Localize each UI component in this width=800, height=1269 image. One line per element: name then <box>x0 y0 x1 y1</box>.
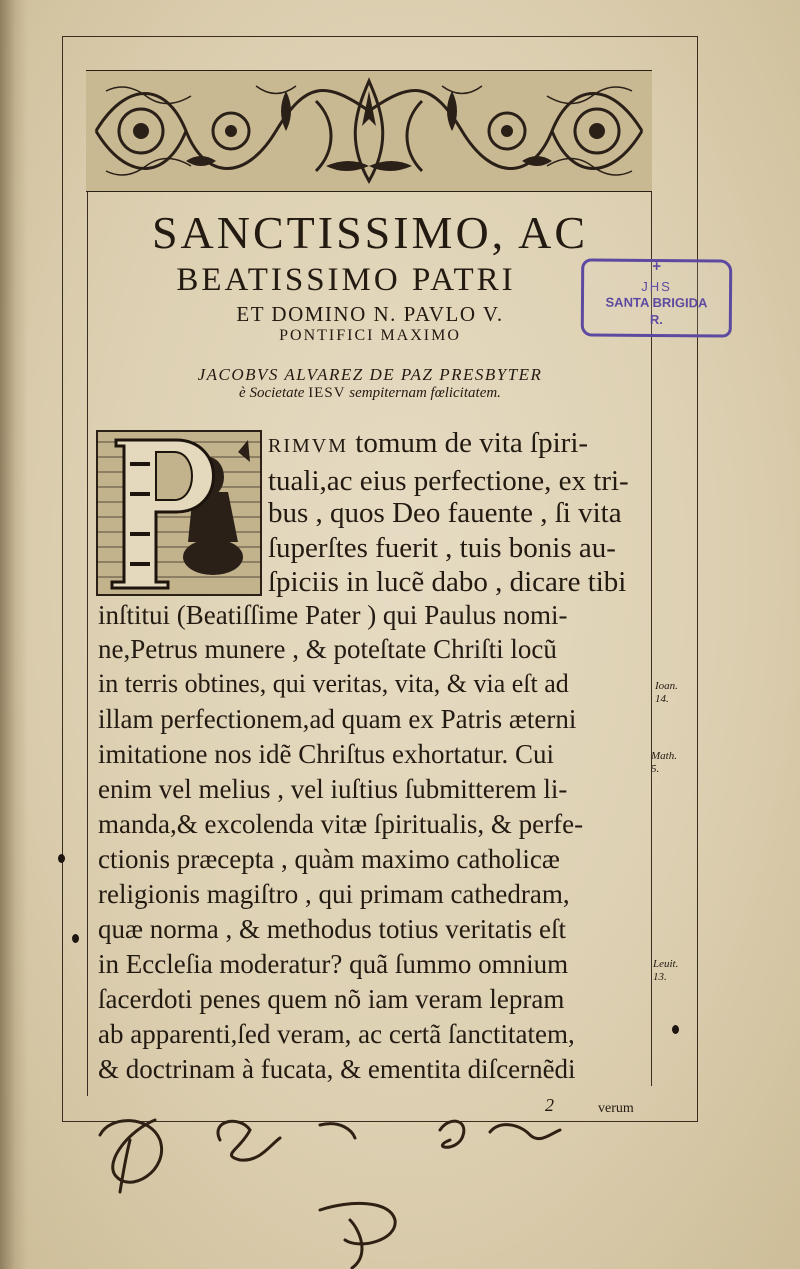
dedication-title-line-2: BEATISSIMO PATRI <box>176 262 516 298</box>
margin-note-ioan: Ioan. 14. <box>655 680 678 705</box>
body-line-11: enim vel melius , vel iuſtius ſubmitterem li- <box>98 774 568 804</box>
inner-left-rule <box>87 186 88 1096</box>
ink-mark <box>58 854 65 863</box>
body-line-5: ſpiciis in lucẽ dabo , dicare tibi <box>268 566 627 598</box>
author-subline-part-b: IESV <box>308 385 346 401</box>
body-line-16: in Eccleſia moderatur? quã ſummo omnium <box>98 949 569 979</box>
body-line-1-caps: RIMVM <box>268 435 349 457</box>
dedication-title-line-3: ET DOMINO N. PAVLO V. <box>236 302 504 326</box>
body-line-15: quæ norma , & methodus totius veritatis eſt <box>98 914 566 944</box>
body-line-2: tuali,ac eius perfectione, ex tri- <box>268 465 629 497</box>
page-number: 2 <box>545 1095 554 1115</box>
headpiece-ornament-icon <box>86 71 652 191</box>
body-line-3: bus , quos Deo fauente , ſi vita <box>268 497 622 529</box>
body-line-18: ab apparenti,ſed veram, ac certã ſanctitatem, <box>98 1019 575 1049</box>
author-line: JACOBVS ALVAREZ DE PAZ PRESBYTER <box>197 365 543 384</box>
body-line-17: ſacerdoti penes quem nõ iam veram lepram <box>98 984 565 1014</box>
dedication-title-line-4: PONTIFICI MAXIMO <box>279 327 461 344</box>
margin-note-math: Math. 5. <box>651 750 677 775</box>
stamp-line-3: R. <box>649 311 663 328</box>
author-subline <box>96 385 644 402</box>
body-line-7: ne,Petrus munere , & poteſtate Chriſti locũ <box>98 634 557 664</box>
author-subline-part-c: sempiternam fœlicitatem. <box>349 385 501 401</box>
stamp-line-2: SANTA BRIGIDA <box>605 294 708 311</box>
ink-mark <box>672 1025 679 1034</box>
catchword: verum <box>598 1101 634 1116</box>
author-subline-part-a: è Societate <box>239 385 305 401</box>
ink-mark <box>72 934 79 943</box>
stamp-line-1: JHS <box>641 278 672 295</box>
margin-note-leuit: Leuit. 13. <box>653 958 679 983</box>
handwritten-inscription <box>90 1100 570 1269</box>
dedication-title-line-1: SANCTISSIMO, AC <box>151 207 589 258</box>
library-stamp <box>581 258 733 337</box>
body-line-9: illam perfectionem,ad quam ex Patris æterni <box>98 704 577 734</box>
body-line-14: religionis magiſtro , qui primam cathedram, <box>98 879 570 909</box>
body-line-19: & doctrinam à fucata, & ementita diſcernẽdi <box>98 1054 576 1084</box>
body-line-6: inſtitui (Beatiſſime Pater ) qui Paulus nomi- <box>98 600 568 630</box>
body-line-1 <box>268 427 588 460</box>
ornamental-headpiece <box>86 70 652 192</box>
body-line-10: imitatione nos idẽ Chriſtus exhortatur. Cui <box>98 739 554 769</box>
page-spine-shadow <box>0 0 28 1269</box>
body-line-12: manda,& excolenda vitæ ſpiritualis, & perfe- <box>98 809 584 839</box>
historiated-initial-icon <box>98 432 260 594</box>
body-line-1-rest: tomum de vita ſpiri- <box>355 427 589 459</box>
decorated-initial-p <box>96 430 262 596</box>
stamp-cross: + <box>652 257 662 276</box>
body-line-8: in terris obtines, qui veritas, vita, & via eſt ad <box>98 669 569 698</box>
body-line-4: ſuperſtes fuerit , tuis bonis au- <box>268 532 616 564</box>
body-line-13: ctionis præcepta , quàm maximo catholicæ <box>98 844 560 874</box>
